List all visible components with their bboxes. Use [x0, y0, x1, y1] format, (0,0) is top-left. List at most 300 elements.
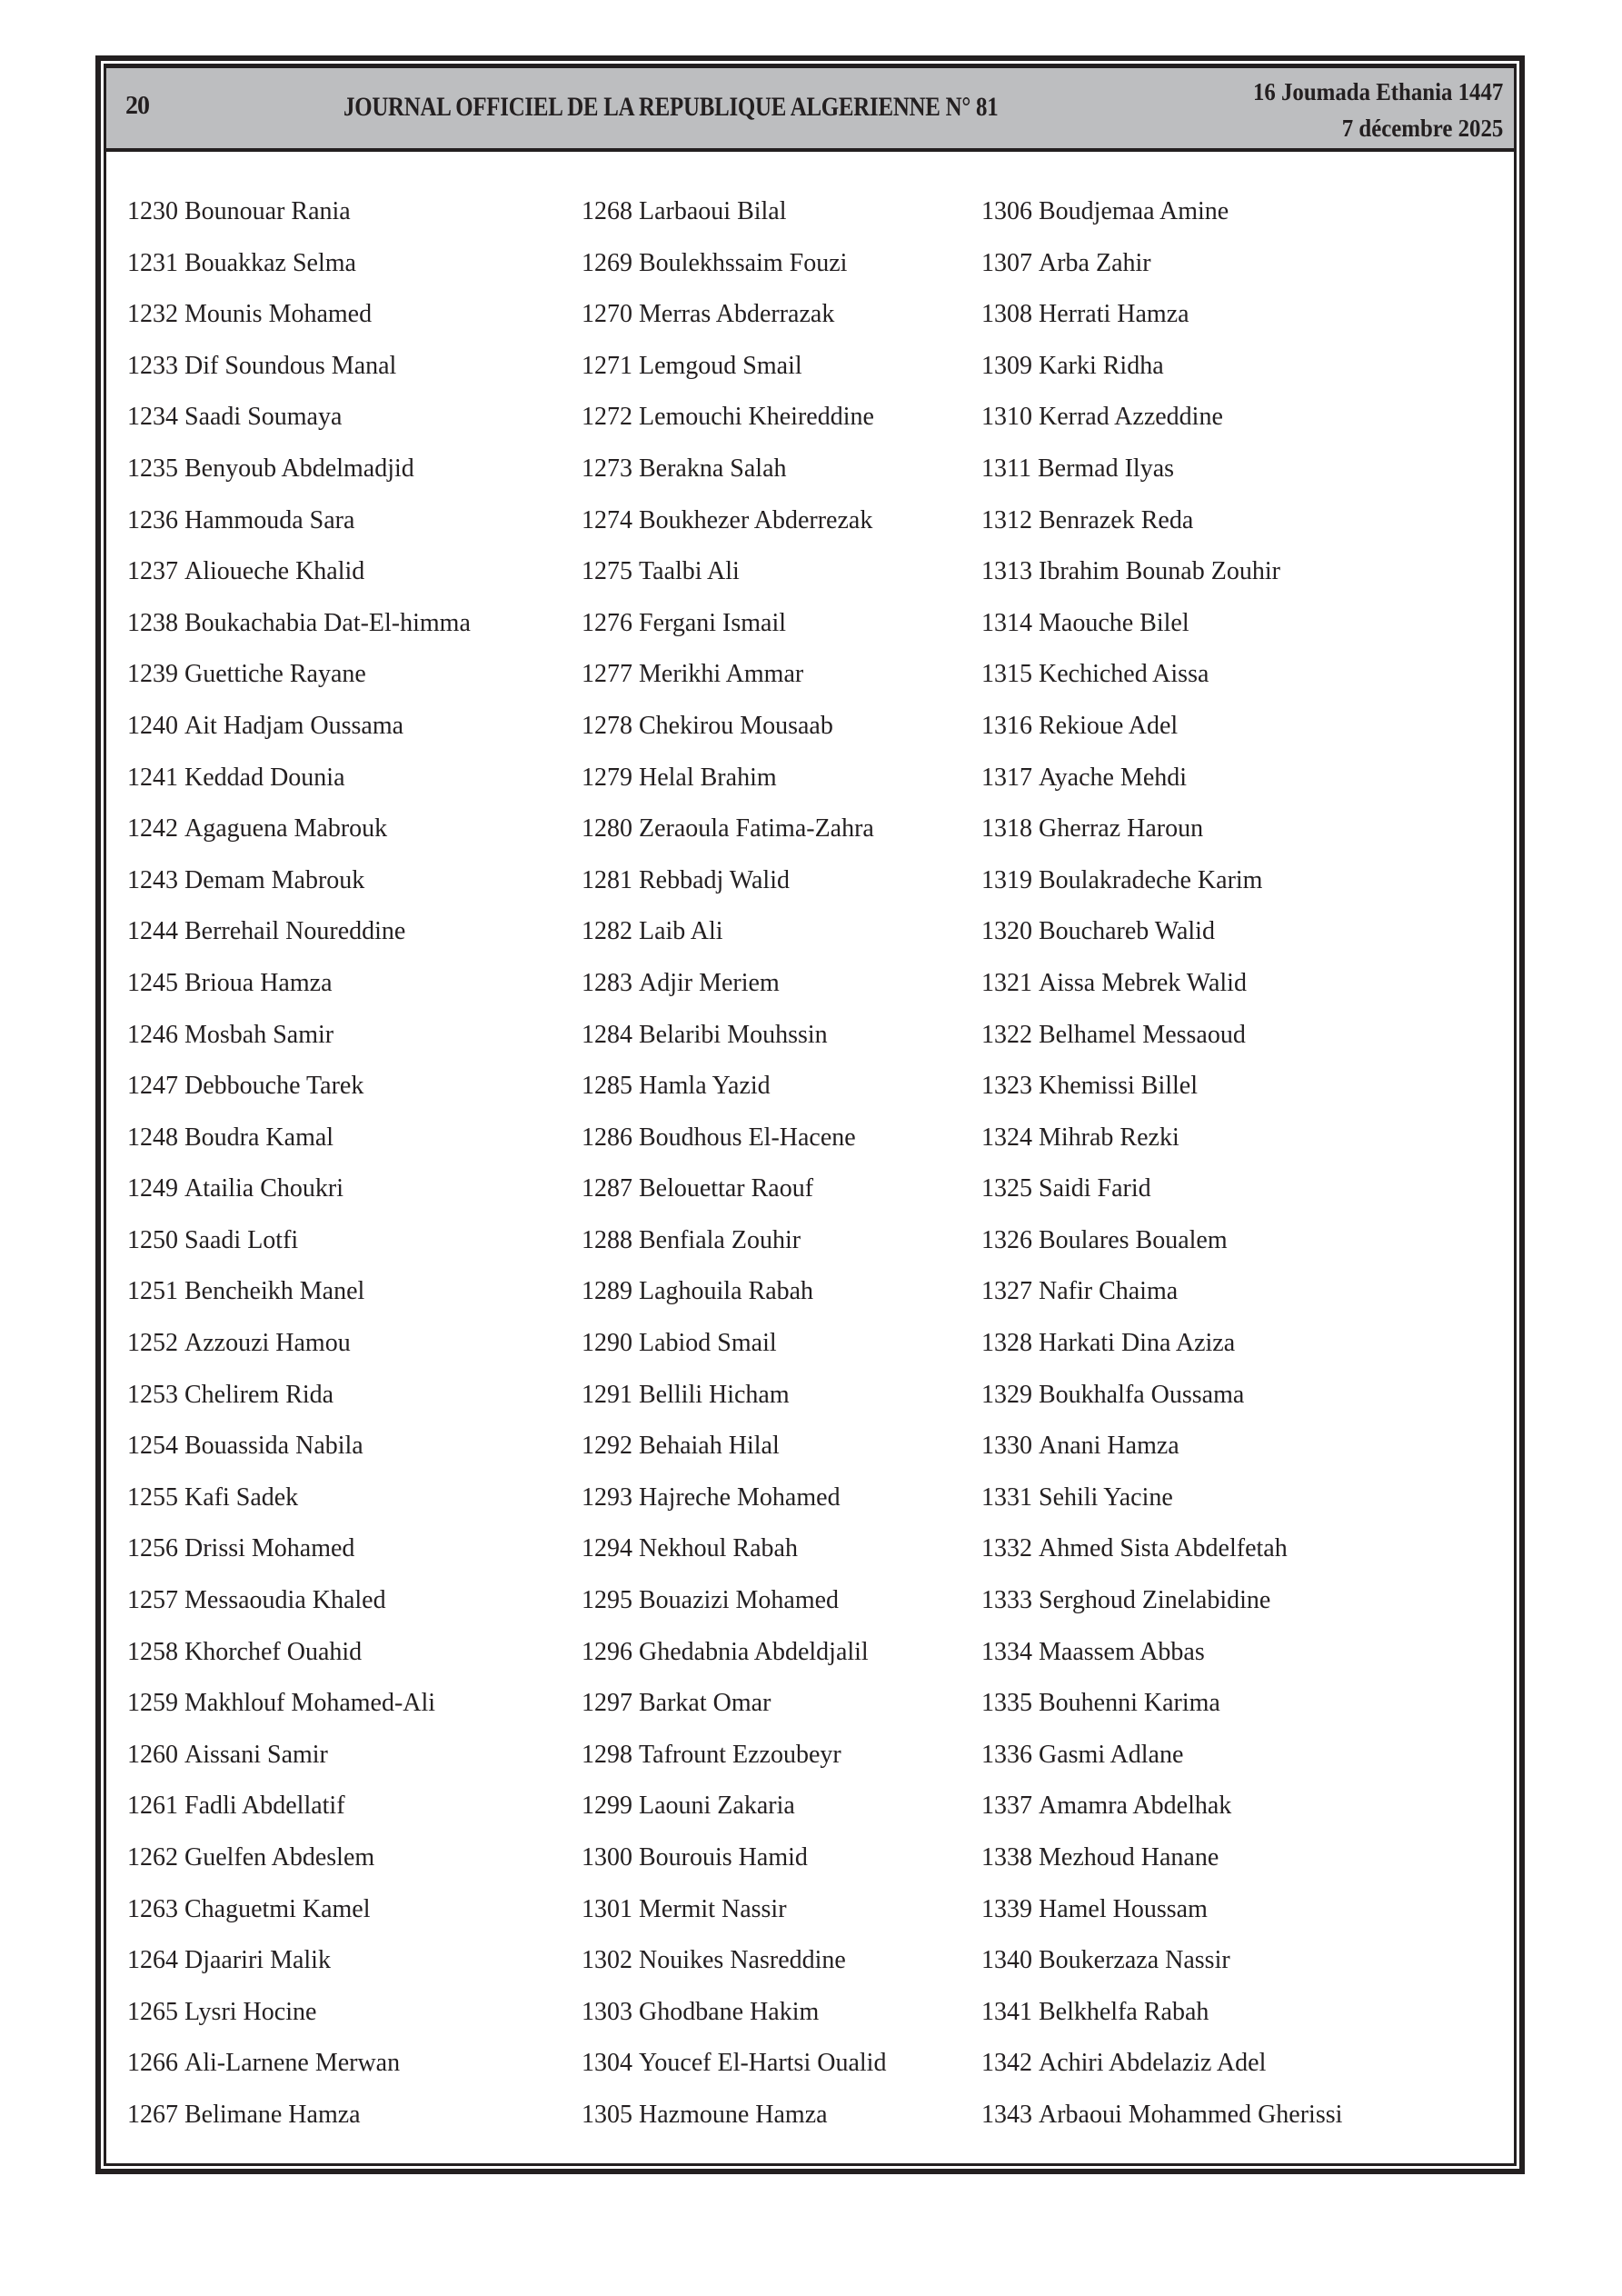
issue-date: [1231, 74, 1503, 146]
entry-name: Bermad Ilyas: [1037, 454, 1175, 483]
list-item: [582, 2048, 886, 2100]
list-item: [981, 1585, 1342, 1637]
list-item: [127, 1842, 471, 1894]
entry-name: Bouchareb Walid: [1039, 917, 1215, 946]
list-item: [582, 1740, 886, 1792]
entry-name: Bouhenni Karima: [1039, 1689, 1220, 1718]
entry-name: Atailia Choukri: [184, 1174, 343, 1203]
entry-name: Larbaoui Bilal: [639, 197, 787, 225]
entry-name: Boudra Kamal: [184, 1123, 334, 1152]
entry-name: Chaguetmi Kamel: [184, 1894, 371, 1923]
entry-name: Boukachabia Dat-El-himma: [184, 608, 471, 637]
entry-name: Belaribi Mouhssin: [639, 1020, 828, 1049]
entry-name: Serghoud Zinelabidine: [1039, 1586, 1271, 1615]
gregorian-date: 7 décembre 2025: [1341, 115, 1503, 142]
entry-name: Arba Zahir: [1039, 248, 1151, 277]
list-item: [582, 1276, 886, 1328]
entry-number: 1330: [981, 1432, 1032, 1461]
entry-number: 1235: [127, 454, 178, 483]
entry-name: Aissani Samir: [184, 1740, 328, 1769]
list-item: [127, 2048, 471, 2100]
entry-number: 1310: [981, 403, 1032, 432]
list-item: [981, 402, 1342, 454]
entry-name: Berakna Salah: [639, 454, 787, 483]
entry-name: Drissi Mohamed: [184, 1534, 355, 1563]
entry-name: Behaiah Hilal: [639, 1432, 780, 1461]
list-item: [582, 711, 886, 763]
entry-name: Anani Hamza: [1039, 1432, 1179, 1461]
entry-number: 1305: [582, 2100, 632, 2129]
entry-number: 1257: [127, 1586, 178, 1615]
entry-name: Azzouzi Hamou: [184, 1329, 351, 1358]
list-item: [981, 351, 1342, 403]
list-item: [127, 505, 471, 557]
list-item: [981, 1071, 1342, 1123]
entry-number: 1280: [582, 814, 632, 844]
entry-name: Lysri Hocine: [184, 1997, 317, 2026]
entry-name: Labiod Smail: [639, 1329, 777, 1358]
list-item: [127, 1533, 471, 1585]
entry-name: Maouche Bilel: [1039, 608, 1189, 637]
list-item: [127, 1637, 471, 1689]
entry-number: 1241: [127, 763, 178, 792]
entry-name: Merras Abderrazak: [639, 300, 835, 329]
entry-name: Agaguena Mabrouk: [184, 814, 388, 844]
list-item: [582, 1020, 886, 1072]
name-column-2: [582, 196, 886, 2151]
list-item: [127, 1740, 471, 1792]
list-item: [127, 968, 471, 1020]
list-item: [127, 1894, 471, 1946]
list-item: [582, 1791, 886, 1842]
entry-number: 1298: [582, 1740, 632, 1769]
entry-number: 1309: [981, 351, 1032, 380]
entry-name: Herrati Hamza: [1039, 300, 1189, 329]
entry-number: 1234: [127, 403, 178, 432]
entry-name: Adjir Meriem: [639, 968, 780, 997]
name-column-3: [981, 196, 1342, 2151]
entry-number: 1289: [582, 1277, 632, 1306]
entry-name: Saadi Lotfi: [184, 1225, 299, 1254]
entry-name: Gasmi Adlane: [1039, 1740, 1184, 1769]
list-item: [981, 196, 1342, 248]
entry-number: 1293: [582, 1482, 632, 1512]
entry-number: 1240: [127, 711, 178, 740]
entry-name: Helal Brahim: [639, 763, 777, 792]
entry-name: Boulekhssaim Fouzi: [639, 248, 848, 277]
entry-number: 1238: [127, 608, 178, 637]
list-item: [582, 1071, 886, 1123]
entry-name: Belhamel Messaoud: [1039, 1020, 1246, 1049]
entry-number: 1231: [127, 248, 178, 277]
entry-name: Arbaoui Mohammed Gherissi: [1039, 2100, 1343, 2129]
list-item: [127, 454, 471, 505]
list-item: [127, 916, 471, 968]
entry-number: 1272: [582, 403, 632, 432]
entry-name: Boudhous El-Hacene: [639, 1123, 856, 1152]
entry-name: Bouakkaz Selma: [184, 248, 356, 277]
entry-number: 1307: [981, 248, 1032, 277]
entry-number: 1320: [981, 917, 1032, 946]
entry-number: 1263: [127, 1894, 178, 1923]
list-item: [127, 1997, 471, 2049]
entry-name: Guettiche Rayane: [184, 660, 366, 689]
entry-number: 1337: [981, 1792, 1032, 1821]
entry-name: Hajreche Mohamed: [639, 1482, 841, 1512]
list-item: [981, 1380, 1342, 1432]
list-item: [127, 1328, 471, 1380]
entry-number: 1319: [981, 865, 1032, 894]
entry-name: Chekirou Mousaab: [639, 711, 833, 740]
journal-title: JOURNAL OFFICIEL DE LA REPUBLIQUE ALGERIENNE N° 81: [343, 92, 999, 122]
entry-number: 1338: [981, 1843, 1032, 1872]
entry-name: Ait Hadjam Oussama: [184, 711, 404, 740]
entry-name: Belimane Hamza: [184, 2100, 361, 2129]
entry-number: 1271: [582, 351, 632, 380]
entry-number: 1237: [127, 557, 178, 586]
entry-number: 1249: [127, 1174, 178, 1203]
entry-name: Belouettar Raouf: [639, 1174, 814, 1203]
entry-name: Guelfen Abdeslem: [184, 1843, 375, 1872]
list-item: [127, 1688, 471, 1740]
hijri-date: 16 Joumada Ethania 1447: [1252, 78, 1503, 105]
entry-number: 1321: [981, 968, 1032, 997]
list-item: [582, 505, 886, 557]
entry-number: 1311: [981, 454, 1031, 483]
entry-name: Benfiala Zouhir: [639, 1225, 801, 1254]
entry-number: 1254: [127, 1432, 178, 1461]
entry-name: Nafir Chaima: [1039, 1277, 1179, 1306]
entry-name: Laghouila Rabah: [639, 1277, 814, 1306]
list-item: [582, 1688, 886, 1740]
list-item: [981, 711, 1342, 763]
entry-name: Aissa Mebrek Walid: [1039, 968, 1247, 997]
list-item: [582, 556, 886, 608]
list-item: [582, 248, 886, 300]
entry-number: 1333: [981, 1586, 1032, 1615]
list-item: [127, 608, 471, 660]
list-item: [127, 1071, 471, 1123]
entry-name: Boukhezer Abderrezak: [639, 505, 873, 534]
entry-name: Ahmed Sista Abdelfetah: [1039, 1534, 1288, 1563]
list-item: [981, 1173, 1342, 1225]
list-item: [127, 763, 471, 814]
journal-header-band: [106, 68, 1514, 152]
entry-number: 1255: [127, 1482, 178, 1512]
entry-name: Demam Mabrouk: [184, 865, 365, 894]
list-item: [981, 1482, 1342, 1534]
entry-number: 1329: [981, 1380, 1032, 1409]
entry-number: 1253: [127, 1380, 178, 1409]
entry-number: 1245: [127, 968, 178, 997]
entry-name: Ibrahim Bounab Zouhir: [1039, 557, 1280, 586]
list-item: [582, 865, 886, 917]
list-item: [582, 1533, 886, 1585]
list-item: [981, 505, 1342, 557]
entry-name: Boukerzaza Nassir: [1039, 1946, 1230, 1975]
entry-number: 1287: [582, 1174, 632, 1203]
list-item: [981, 1225, 1342, 1277]
list-item: [127, 556, 471, 608]
entry-number: 1328: [981, 1329, 1032, 1358]
list-item: [981, 248, 1342, 300]
entry-name: Zeraoula Fatima-Zahra: [639, 814, 874, 844]
entry-name: Fergani Ismail: [639, 608, 787, 637]
entry-name: Benyoub Abdelmadjid: [184, 454, 414, 483]
entry-name: Gherraz Haroun: [1039, 814, 1204, 844]
entry-number: 1327: [981, 1277, 1032, 1306]
entry-number: 1313: [981, 557, 1032, 586]
list-item: [981, 1431, 1342, 1482]
list-item: [127, 711, 471, 763]
entry-number: 1304: [582, 2049, 632, 2078]
entry-name: Tafrount Ezzoubeyr: [639, 1740, 841, 1769]
list-item: [582, 196, 886, 248]
list-item: [127, 1123, 471, 1174]
list-item: [981, 1123, 1342, 1174]
entry-name: Laouni Zakaria: [639, 1792, 795, 1821]
entry-name: Belkhelfa Rabah: [1039, 1997, 1209, 2026]
entry-name: Benrazek Reda: [1039, 505, 1194, 534]
entry-name: Barkat Omar: [639, 1689, 771, 1718]
list-item: [127, 659, 471, 711]
entry-number: 1246: [127, 1020, 178, 1049]
entry-name: Chelirem Rida: [184, 1380, 334, 1409]
list-item: [582, 1380, 886, 1432]
list-item: [582, 1328, 886, 1380]
entry-number: 1278: [582, 711, 632, 740]
entry-number: 1247: [127, 1072, 178, 1101]
list-item: [981, 1020, 1342, 1072]
entry-number: 1295: [582, 1586, 632, 1615]
entry-name: Bencheikh Manel: [184, 1277, 365, 1306]
entry-number: 1243: [127, 865, 178, 894]
entry-number: 1250: [127, 1225, 178, 1254]
list-item: [981, 1842, 1342, 1894]
entry-name: Mounis Mohamed: [184, 300, 373, 329]
entry-number: 1299: [582, 1792, 632, 1821]
entry-number: 1301: [582, 1894, 632, 1923]
entry-name: Fadli Abdellatif: [184, 1792, 345, 1821]
entry-number: 1259: [127, 1689, 178, 1718]
entry-number: 1290: [582, 1329, 632, 1358]
list-item: [981, 1740, 1342, 1792]
entry-number: 1292: [582, 1432, 632, 1461]
entry-name: Debbouche Tarek: [184, 1072, 364, 1101]
entry-number: 1270: [582, 300, 632, 329]
entry-name: Ghedabnia Abdeldjalil: [639, 1637, 869, 1666]
entry-name: Brioua Hamza: [184, 968, 333, 997]
list-item: [981, 1688, 1342, 1740]
entry-number: 1336: [981, 1740, 1032, 1769]
entry-number: 1303: [582, 1997, 632, 2026]
list-item: [127, 1585, 471, 1637]
entry-number: 1267: [127, 2100, 178, 2129]
entry-number: 1248: [127, 1123, 178, 1152]
list-item: [127, 1225, 471, 1277]
list-item: [582, 1431, 886, 1482]
entry-name: Youcef El-Hartsi Oualid: [639, 2049, 887, 2078]
entry-name: Bouazizi Mohamed: [639, 1586, 840, 1615]
list-item: [981, 1533, 1342, 1585]
entry-number: 1266: [127, 2049, 178, 2078]
entry-number: 1268: [582, 197, 632, 225]
list-item: [127, 299, 471, 351]
entry-number: 1302: [582, 1946, 632, 1975]
list-item: [127, 196, 471, 248]
entry-name: Sehili Yacine: [1039, 1482, 1173, 1512]
entry-number: 1260: [127, 1740, 178, 1769]
entry-number: 1294: [582, 1534, 632, 1563]
entry-number: 1343: [981, 2100, 1032, 2129]
entry-name: Hammouda Sara: [184, 505, 355, 534]
entry-number: 1274: [582, 505, 632, 534]
list-item: [981, 1637, 1342, 1689]
list-item: [582, 454, 886, 505]
entry-number: 1339: [981, 1894, 1032, 1923]
list-item: [582, 968, 886, 1020]
entry-name: Messaoudia Khaled: [184, 1586, 386, 1615]
entry-number: 1233: [127, 351, 178, 380]
entry-number: 1308: [981, 300, 1032, 329]
entry-number: 1323: [981, 1072, 1032, 1101]
entry-name: Taalbi Ali: [639, 557, 740, 586]
list-item: [981, 1997, 1342, 2049]
entry-name: Bounouar Rania: [184, 197, 351, 225]
list-item: [582, 763, 886, 814]
list-item: [127, 351, 471, 403]
list-item: [582, 1842, 886, 1894]
list-item: [981, 2100, 1342, 2151]
entry-name: Ali-Larnene Merwan: [184, 2049, 401, 2078]
entry-number: 1331: [981, 1482, 1032, 1512]
list-item: [582, 402, 886, 454]
entry-name: Kafi Sadek: [184, 1482, 299, 1512]
list-item: [582, 1997, 886, 2049]
list-item: [127, 402, 471, 454]
list-item: [582, 1173, 886, 1225]
entry-name: Berrehail Noureddine: [184, 917, 406, 946]
list-item: [981, 659, 1342, 711]
entry-name: Khorchef Ouahid: [184, 1637, 363, 1666]
list-item: [582, 659, 886, 711]
entry-number: 1300: [582, 1843, 632, 1872]
entry-name: Boudjemaa Amine: [1039, 197, 1229, 225]
list-item: [981, 865, 1342, 917]
entry-name: Boulakradeche Karim: [1039, 865, 1263, 894]
entry-number: 1265: [127, 1997, 178, 2026]
entry-name: Bellili Hicham: [639, 1380, 790, 1409]
entry-number: 1284: [582, 1020, 632, 1049]
entry-number: 1244: [127, 917, 178, 946]
list-item: [981, 1276, 1342, 1328]
entry-name: Merikhi Ammar: [639, 660, 804, 689]
list-item: [127, 814, 471, 865]
entry-number: 1334: [981, 1637, 1032, 1666]
entry-name: Boulares Boualem: [1039, 1225, 1228, 1254]
entry-name: Dif Soundous Manal: [184, 351, 397, 380]
entry-number: 1273: [582, 454, 632, 483]
entry-number: 1317: [981, 763, 1032, 792]
list-item: [127, 1791, 471, 1842]
entry-name: Hazmoune Hamza: [639, 2100, 828, 2129]
entry-number: 1236: [127, 505, 178, 534]
list-item: [127, 1276, 471, 1328]
entry-number: 1340: [981, 1946, 1032, 1975]
list-item: [127, 1380, 471, 1432]
entry-name: Ayache Mehdi: [1039, 763, 1188, 792]
entry-name: Ghodbane Hakim: [639, 1997, 820, 2026]
entry-name: Nouikes Nasreddine: [639, 1946, 846, 1975]
entry-number: 1283: [582, 968, 632, 997]
list-item: [582, 1482, 886, 1534]
list-item: [127, 1020, 471, 1072]
list-item: [582, 1225, 886, 1277]
list-item: [127, 1945, 471, 1997]
entry-name: Lemgoud Smail: [639, 351, 802, 380]
entry-name: Hamla Yazid: [639, 1072, 771, 1101]
list-item: [981, 299, 1342, 351]
list-item: [981, 1791, 1342, 1842]
entry-name: Nekhoul Rabah: [639, 1534, 798, 1563]
entry-name: Saadi Soumaya: [184, 403, 343, 432]
entry-name: Mihrab Rezki: [1039, 1123, 1179, 1152]
entry-name: Rekioue Adel: [1039, 711, 1179, 740]
entry-name: Karki Ridha: [1039, 351, 1164, 380]
entry-number: 1232: [127, 300, 178, 329]
entry-name: Maassem Abbas: [1039, 1637, 1205, 1666]
entry-number: 1258: [127, 1637, 178, 1666]
entry-name: Alioueche Khalid: [184, 557, 365, 586]
list-item: [582, 2100, 886, 2151]
entry-number: 1318: [981, 814, 1032, 844]
entry-number: 1256: [127, 1534, 178, 1563]
entry-name: Saidi Farid: [1039, 1174, 1151, 1203]
list-item: [981, 763, 1342, 814]
entry-number: 1262: [127, 1843, 178, 1872]
entry-number: 1230: [127, 197, 178, 225]
entry-number: 1277: [582, 660, 632, 689]
entry-name: Keddad Dounia: [184, 763, 345, 792]
entry-number: 1252: [127, 1329, 178, 1358]
entry-number: 1296: [582, 1637, 632, 1666]
entry-name: Mezhoud Hanane: [1039, 1843, 1219, 1872]
list-item: [582, 814, 886, 865]
entry-number: 1325: [981, 1174, 1032, 1203]
entry-name: Achiri Abdelaziz Adel: [1039, 2049, 1267, 2078]
entry-name: Amamra Abdelhak: [1039, 1792, 1232, 1821]
entry-number: 1324: [981, 1123, 1032, 1152]
entry-number: 1342: [981, 2049, 1032, 2078]
entry-number: 1291: [582, 1380, 632, 1409]
entry-name: Bouassida Nabila: [184, 1432, 363, 1461]
list-item: [127, 1173, 471, 1225]
entry-number: 1264: [127, 1946, 178, 1975]
entry-name: Kerrad Azzeddine: [1039, 403, 1223, 432]
entry-number: 1332: [981, 1534, 1032, 1563]
entry-name: Harkati Dina Aziza: [1039, 1329, 1236, 1358]
entry-name: Makhlouf Mohamed-Ali: [184, 1689, 436, 1718]
entry-name: Rebbadj Walid: [639, 865, 790, 894]
entry-number: 1261: [127, 1792, 178, 1821]
entry-number: 1251: [127, 1277, 178, 1306]
list-item: [981, 2048, 1342, 2100]
list-item: [582, 608, 886, 660]
entry-name: Mosbah Samir: [184, 1020, 334, 1049]
entry-number: 1322: [981, 1020, 1032, 1049]
entry-number: 1242: [127, 814, 178, 844]
entry-number: 1286: [582, 1123, 632, 1152]
